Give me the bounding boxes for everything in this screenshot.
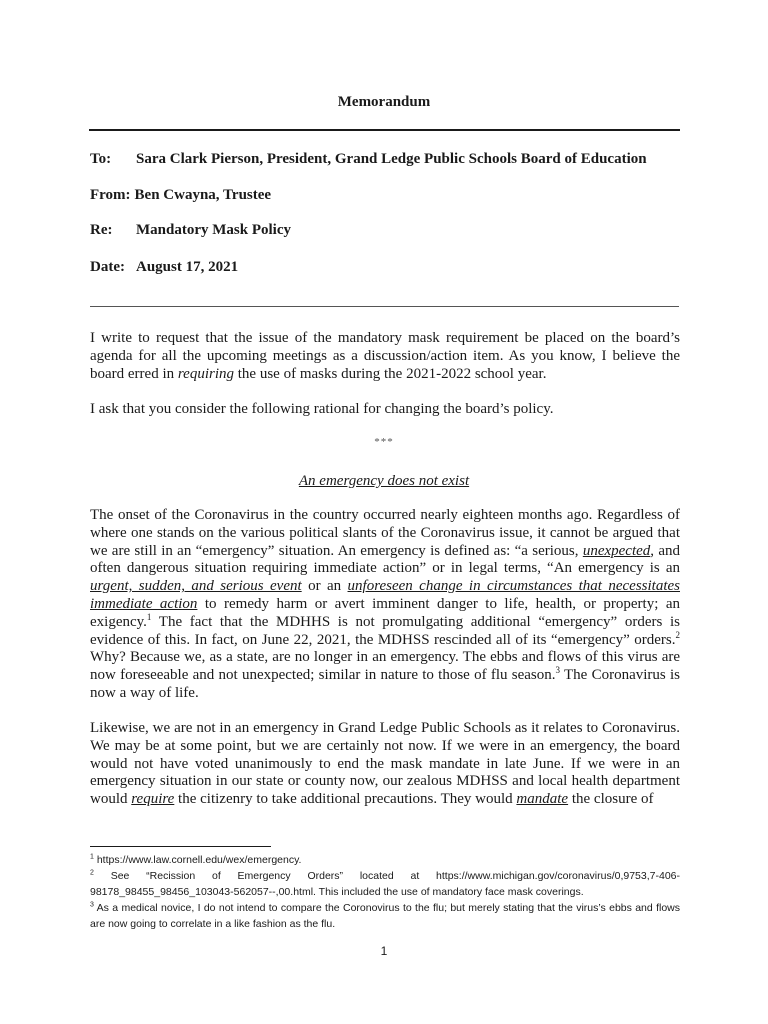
footnote-2: $^2$ See “Recission of Emergency Orders” located at https://www.michigan.gov/coronavirus/0,9753,7-406-98178_98455_98456_103043-562057--,00.html. This included the use of mandatory face mask coverings. — [90, 869, 680, 898]
section-separator: *** — [374, 436, 394, 448]
memo-from-row — [90, 187, 271, 204]
header-divider — [90, 306, 679, 307]
section-paragraph-1: The onset of the Coronavirus in the country occurred nearly eighteen months ago. Regardless of where one stands on the various political slants of the Coronavirus issue, it cannot be argued that we are still in an “emergency” situation. An emergency is defined as: “a serious, unexpected, and often dangerous situation requiring immediate action” or in legal terms, “An emergency is an urgent, sudden, and serious event or an unforeseen change in circumstances that necessitates immediate action to remedy harm or avert imminent danger to life, health, or property; an exigency.$^1$ The fact that the MDHHS is not promulgating additional “emergency” orders is evidence of this. In fact, on June 22, 2021, the MDHSS rescinded all of its “emergency” orders.$^2$ Why? Because we, as a state, are no longer in an emergency. The ebbs and flows of this virus are now foreseeable and not unexpected; similar in nature to those of flu season.$^3$ The Coronavirus is now a way of life. — [90, 507, 680, 701]
memo-title: Memorandum — [337, 94, 431, 110]
emphasis-requiring: requiring — [177, 365, 235, 382]
date-value: August 17, 2021 — [136, 259, 239, 275]
memo-re-row — [90, 222, 291, 239]
from-label: From: — [90, 187, 131, 203]
footnote-ref-2[interactable]: 2 — [675, 629, 680, 640]
intro-paragraph-1: I write to request that the issue of the mandatory mask requirement be placed on the board’s agenda for all the upcoming meetings as a discussion/action item. As you know, I believe the board erred in requiring the use of masks during the 2021-2022 school year. — [90, 330, 680, 382]
emphasis-unforeseen-change: unforeseen change in circumstances that necessitates immediate action — [90, 578, 680, 612]
date-label: Date: — [90, 259, 125, 275]
emphasis-urgent-event: urgent, sudden, and serious event — [90, 578, 302, 595]
section-heading: An emergency does not exist — [298, 473, 470, 489]
footnote-ref-1[interactable]: 1 — [146, 611, 152, 622]
memo-date-row — [90, 259, 238, 276]
to-value: Sara Clark Pierson, President, Grand Ledge Public Schools Board of Education — [136, 151, 647, 167]
footnote-2-text[interactable]: See “Recission of Emergency Orders” located at https://www.michigan.gov/coronavirus/0,9753,7-406-98178_98455_98456_103043-562057--,00.html. This included the use of mandatory face mask coverings. — [90, 870, 680, 898]
footnote-divider — [90, 846, 271, 847]
footnote-3-text: As a medical novice, I do not intend to compare the Coronovirus to the flu; but merely stating that the virus’s ebbs and flows are now going to correlate in a like fashion as the flu. — [90, 902, 680, 930]
footnote-3: $^3$ As a medical novice, I do not intend to compare the Coronovirus to the flu; but merely stating that the virus’s ebbs and flows are now going to correlate in a like fashion as the flu. — [90, 901, 680, 930]
emphasis-unexpected: unexpected — [582, 542, 651, 559]
section-paragraph-2: Likewise, we are not in an emergency in Grand Ledge Public Schools as it relates to Coronavirus. We may be at some point, but we are certainly not now. If we were in an emergency, the board would not have voted unanimously to end the mask mandate in late June. If we were in an emergency situation in our state or county now, our zealous MDHSS and local health department would require the citizenry to take additional precautions. They would mandate the closure of — [90, 720, 680, 808]
page-number: 1 — [380, 944, 388, 958]
from-value: Ben Cwayna, Trustee — [134, 187, 272, 203]
footnote-ref-3[interactable]: 3 — [555, 665, 561, 676]
footnotes — [90, 852, 680, 932]
to-label: To: — [90, 151, 112, 167]
footnote-1-link[interactable]: https://www.law.cornell.edu/wex/emergency. — [93, 854, 302, 866]
intro-paragraph-2: I ask that you consider the following rational for changing the board’s policy. — [90, 401, 554, 417]
emphasis-mandate: mandate — [516, 791, 569, 808]
title-divider — [89, 129, 680, 131]
footnote-1: $^1$ https://www.law.cornell.edu/wex/emergency. — [90, 853, 302, 866]
memo-to-row — [90, 151, 647, 168]
re-value: Mandatory Mask Policy — [136, 222, 291, 238]
re-label: Re: — [90, 222, 113, 238]
emphasis-require: require — [131, 791, 175, 808]
